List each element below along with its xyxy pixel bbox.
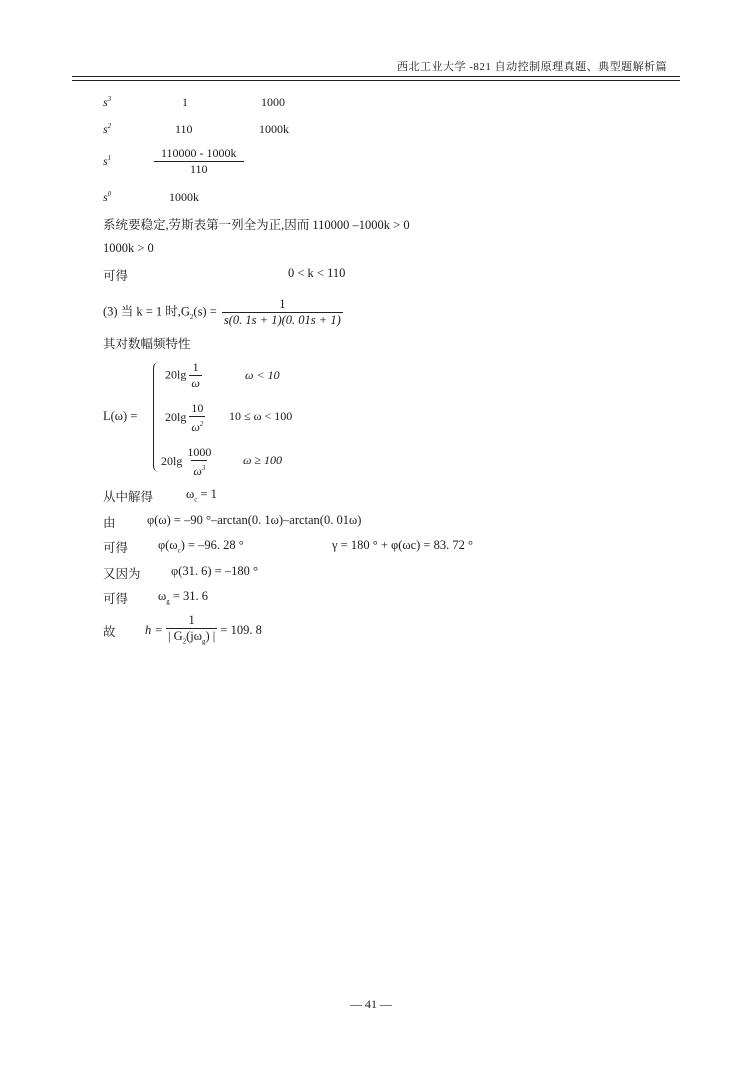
routh-row-s1-fraction: $\frac{110000 - 1000k}{110}$ (154, 146, 244, 177)
gain-margin: h = $\frac{1}{| G_2(j\omega_g) |}$ = 109. 8 (145, 613, 262, 650)
solve-label: 从中解得 (103, 490, 154, 504)
header-rule-thin (72, 80, 680, 81)
h-label: 故 (103, 625, 116, 639)
phase-label: 由 (103, 516, 116, 530)
header-rule-thick (72, 76, 680, 77)
routh-row-s3-c1: 1 (182, 95, 188, 109)
also-expression: φ(31. 6) = –180 ° (171, 564, 258, 578)
stability-condition: 系统要稳定,劳斯表第一列全为正,因而 110000 –1000k > 0 (103, 218, 410, 232)
piecewise-cond-2: 10 ≤ ω < 100 (229, 409, 293, 423)
phase-result: $\varphi(\omega_c) = -96$. 28 ° (158, 538, 244, 555)
L-omega-label: L(ω) = (103, 409, 138, 423)
page-number: — 41 — (350, 997, 392, 1011)
wg-value: $\omega_g = 31$. 6 (158, 589, 209, 606)
piecewise-case-3: 20lg $\frac{1000}{\omega^3}$ (161, 445, 212, 478)
routh-row-s0-label: $s^0$ (103, 190, 112, 204)
routh-row-s2-c1: 110 (175, 122, 193, 136)
log-amplitude-heading: 其对数幅频特性 (103, 337, 191, 351)
wg-label: 可得 (103, 592, 129, 606)
routh-row-s1-label: $s^1$ (103, 154, 112, 168)
piecewise-case-2: 20lg $\frac{10}{\omega^2}$ (165, 401, 204, 434)
phase-expression: φ(ω) = –90 °–arctan(0. 1ω)–arctan(0. 01ω) (147, 513, 362, 527)
piecewise-cond-3: ω ≥ 100 (243, 453, 283, 467)
phase-margin: γ = 180 ° + φ(ωc) = 83. 72 ° (332, 538, 473, 552)
routh-row-s3-label: $s^3$ (103, 95, 112, 109)
result-value: 0 < k < 110 (288, 266, 346, 280)
piecewise-cond-1: ω < 10 (245, 368, 280, 382)
running-header: 西北工业大学 -821 自动控制原理真题、典型题解析篇 (397, 61, 668, 73)
routh-row-s3-c2: 1000 (261, 95, 285, 109)
routh-row-s2-label: $s^2$ (103, 122, 112, 136)
solve-value: $\omega_c = 1$ (186, 487, 217, 504)
also-label: 又因为 (103, 567, 141, 581)
stability-condition-2: 1000k > 0 (103, 241, 154, 255)
result-label: 可得 (103, 269, 129, 283)
part3-line: (3) 当 k = 1 时$,G_2(s)$ = $\frac{1}{s(0. 1s + 1)(0. 01s + 1)}$ (103, 297, 341, 327)
routh-row-s0-c1: 1000k (169, 190, 199, 204)
routh-row-s2-c2: 1000k (259, 122, 289, 136)
phase-result-label: 可得 (103, 541, 129, 555)
piecewise-case-1: 20lg $\frac{1}{\omega}$ (165, 360, 200, 390)
